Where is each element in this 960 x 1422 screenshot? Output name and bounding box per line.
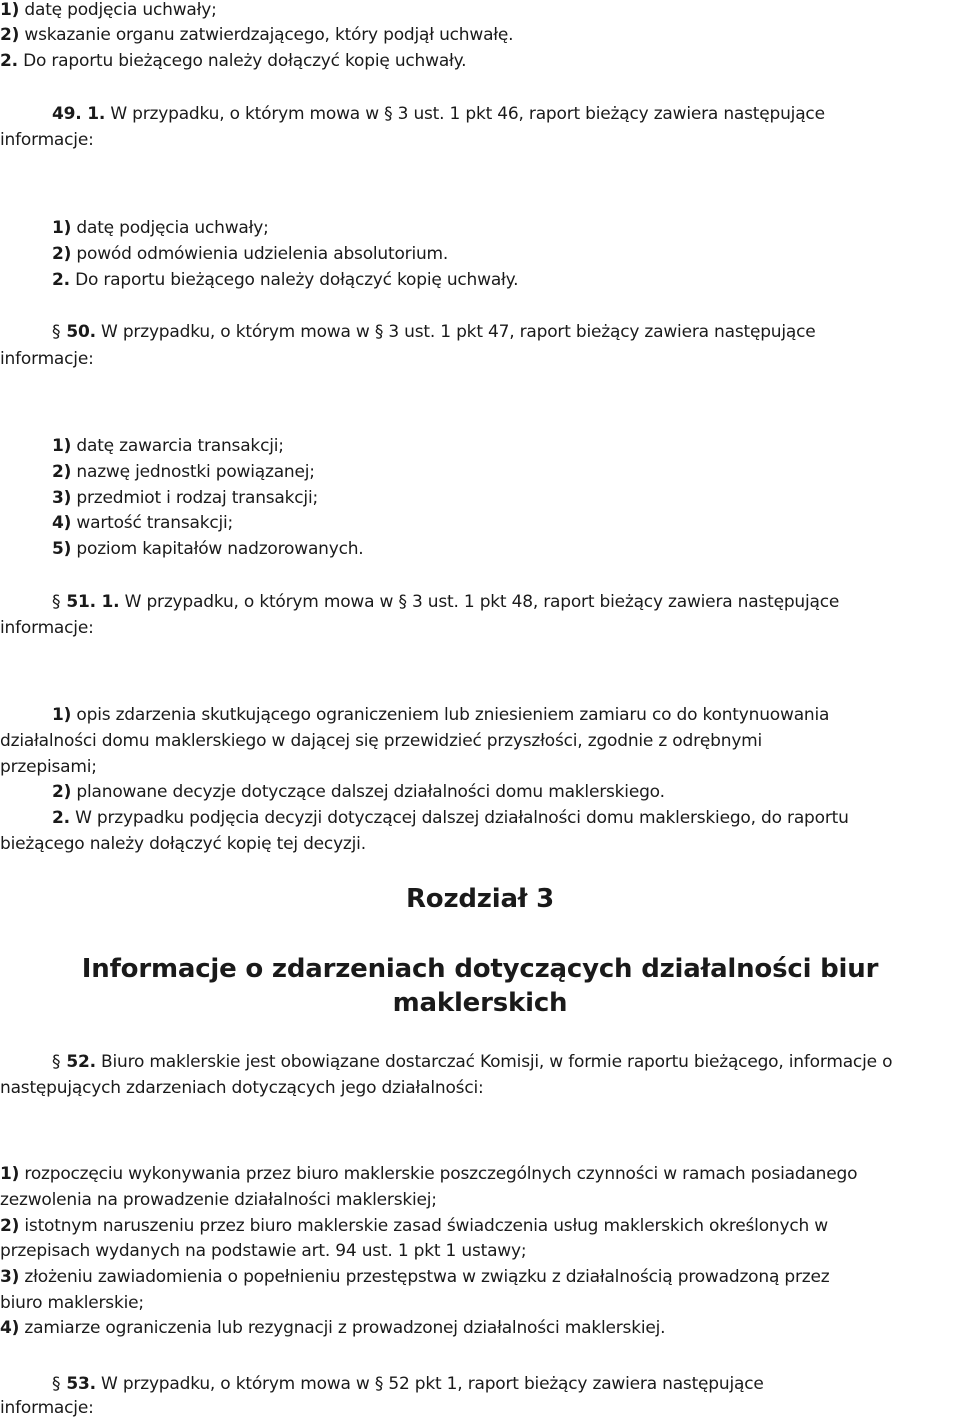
item-number: 1) bbox=[52, 705, 72, 725]
paragraph-continuation: informacje: bbox=[0, 349, 94, 369]
list-item bbox=[52, 539, 364, 559]
paragraph-text: Biuro maklerskie jest obowiązane dostarczać Komisji, w formie raportu bieżącego, informacje o bbox=[95, 1052, 893, 1072]
item-number: 2. bbox=[0, 51, 18, 71]
list-item bbox=[0, 51, 466, 71]
item-text: datę podjęcia uchwały; bbox=[71, 218, 269, 238]
item-number: 2) bbox=[52, 244, 72, 264]
item-number: 2) bbox=[0, 25, 20, 45]
item-number: 2) bbox=[0, 1216, 20, 1236]
list-item bbox=[52, 513, 233, 533]
paragraph-number: 53. bbox=[66, 1374, 96, 1394]
list-item bbox=[52, 782, 665, 802]
section-sign: § bbox=[52, 322, 61, 342]
paragraph-52-heading bbox=[52, 1052, 892, 1072]
item-text: nazwę jednostki powiązanej; bbox=[71, 462, 315, 482]
item-text: Do raportu bieżącego należy dołączyć kopię uchwały. bbox=[69, 270, 519, 290]
chapter-heading: Rozdział 3 bbox=[405, 884, 554, 914]
paragraph-number: 49. 1. bbox=[52, 104, 106, 124]
item-number: 2) bbox=[52, 462, 72, 482]
list-item bbox=[0, 0, 217, 20]
item-text: przedmiot i rodzaj transakcji; bbox=[71, 488, 319, 508]
paragraph-49-heading bbox=[52, 104, 825, 124]
item-text: zamiarze ograniczenia lub rezygnacji z prowadzonej działalności maklerskiej. bbox=[19, 1318, 666, 1338]
chapter-title: maklerskich bbox=[392, 988, 568, 1018]
list-item bbox=[52, 705, 829, 725]
item-text: W przypadku podjęcia decyzji dotyczącej dalszej działalności domu maklerskiego, do raportu bbox=[69, 808, 849, 828]
paragraph-continuation: informacje: bbox=[0, 618, 94, 638]
paragraph-51-heading bbox=[52, 592, 839, 612]
paragraph-continuation: informacje: bbox=[0, 1398, 94, 1418]
item-text: rozpoczęciu wykonywania przez biuro maklerskie poszczególnych czynności w ramach posiadanego bbox=[19, 1164, 858, 1184]
list-item bbox=[52, 488, 318, 508]
item-number: 1) bbox=[0, 1164, 20, 1184]
paragraph-53-heading bbox=[52, 1374, 764, 1394]
paragraph-text: W przypadku, o którym mowa w § 3 ust. 1 pkt 48, raport bieżący zawiera następujące bbox=[119, 592, 840, 612]
list-item bbox=[0, 1318, 665, 1338]
item-text: złożeniu zawiadomienia o popełnieniu przestępstwa w związku z działalnością prowadzoną przez bbox=[19, 1267, 830, 1287]
item-text: Do raportu bieżącego należy dołączyć kopię uchwały. bbox=[17, 51, 467, 71]
item-number: 1) bbox=[52, 436, 72, 456]
item-continuation: przepisami; bbox=[0, 757, 97, 777]
section-sign: § bbox=[52, 1374, 61, 1394]
item-text: powód odmówienia udzielenia absolutorium. bbox=[71, 244, 449, 264]
item-number: 1) bbox=[52, 218, 72, 238]
item-number: 5) bbox=[52, 539, 72, 559]
item-number: 2. bbox=[52, 270, 70, 290]
list-item bbox=[52, 244, 448, 264]
paragraph-text: W przypadku, o którym mowa w § 52 pkt 1, raport bieżący zawiera następujące bbox=[95, 1374, 764, 1394]
item-text: wartość transakcji; bbox=[71, 513, 234, 533]
item-text: poziom kapitałów nadzorowanych. bbox=[71, 539, 364, 559]
item-text: datę zawarcia transakcji; bbox=[71, 436, 284, 456]
paragraph-text: W przypadku, o którym mowa w § 3 ust. 1 pkt 47, raport bieżący zawiera następujące bbox=[95, 322, 816, 342]
paragraph-text: W przypadku, o którym mowa w § 3 ust. 1 pkt 46, raport bieżący zawiera następujące bbox=[105, 104, 825, 124]
list-item bbox=[52, 436, 284, 456]
item-number: 3) bbox=[0, 1267, 20, 1287]
paragraph-number: 51. 1. bbox=[66, 592, 120, 612]
item-continuation: bieżącego należy dołączyć kopię tej decyzji. bbox=[0, 834, 366, 854]
item-continuation: zezwolenia na prowadzenie działalności maklerskiej; bbox=[0, 1190, 437, 1210]
paragraph-number: 50. bbox=[66, 322, 96, 342]
paragraph-50-heading bbox=[52, 322, 816, 342]
list-item bbox=[52, 462, 315, 482]
list-item bbox=[0, 25, 513, 45]
list-item bbox=[0, 1164, 857, 1184]
item-number: 2) bbox=[52, 782, 72, 802]
list-item bbox=[52, 270, 518, 290]
item-number: 4) bbox=[0, 1318, 20, 1338]
list-item bbox=[0, 1216, 828, 1236]
item-text: opis zdarzenia skutkującego ograniczeniem lub zniesieniem zamiaru co do kontynuowania bbox=[71, 705, 830, 725]
section-sign: § bbox=[52, 592, 61, 612]
item-text: planowane decyzje dotyczące dalszej działalności domu maklerskiego. bbox=[71, 782, 665, 802]
section-sign: § bbox=[52, 1052, 61, 1072]
paragraph-number: 52. bbox=[66, 1052, 96, 1072]
item-continuation: działalności domu maklerskiego w dającej się przewidzieć przyszłości, zgodnie z odrębnymi bbox=[0, 731, 763, 751]
item-continuation: przepisach wydanych na podstawie art. 94 ust. 1 pkt 1 ustawy; bbox=[0, 1241, 527, 1261]
list-item bbox=[52, 218, 269, 238]
item-number: 2. bbox=[52, 808, 70, 828]
item-number: 1) bbox=[0, 0, 20, 20]
item-text: istotnym naruszeniu przez biuro maklerskie zasad świadczenia usług maklerskich określonych w bbox=[19, 1216, 828, 1236]
item-continuation: biuro maklerskie; bbox=[0, 1293, 144, 1313]
list-item bbox=[0, 1267, 829, 1287]
chapter-title: Informacje o zdarzeniach dotyczących działalności biur bbox=[81, 954, 879, 984]
item-number: 3) bbox=[52, 488, 72, 508]
paragraph-continuation: następujących zdarzeniach dotyczących jego działalności: bbox=[0, 1078, 484, 1098]
item-text: wskazanie organu zatwierdzającego, który podjął uchwałę. bbox=[19, 25, 514, 45]
list-item bbox=[52, 808, 849, 828]
paragraph-continuation: informacje: bbox=[0, 130, 94, 150]
item-number: 4) bbox=[52, 513, 72, 533]
item-text: datę podjęcia uchwały; bbox=[19, 0, 217, 20]
